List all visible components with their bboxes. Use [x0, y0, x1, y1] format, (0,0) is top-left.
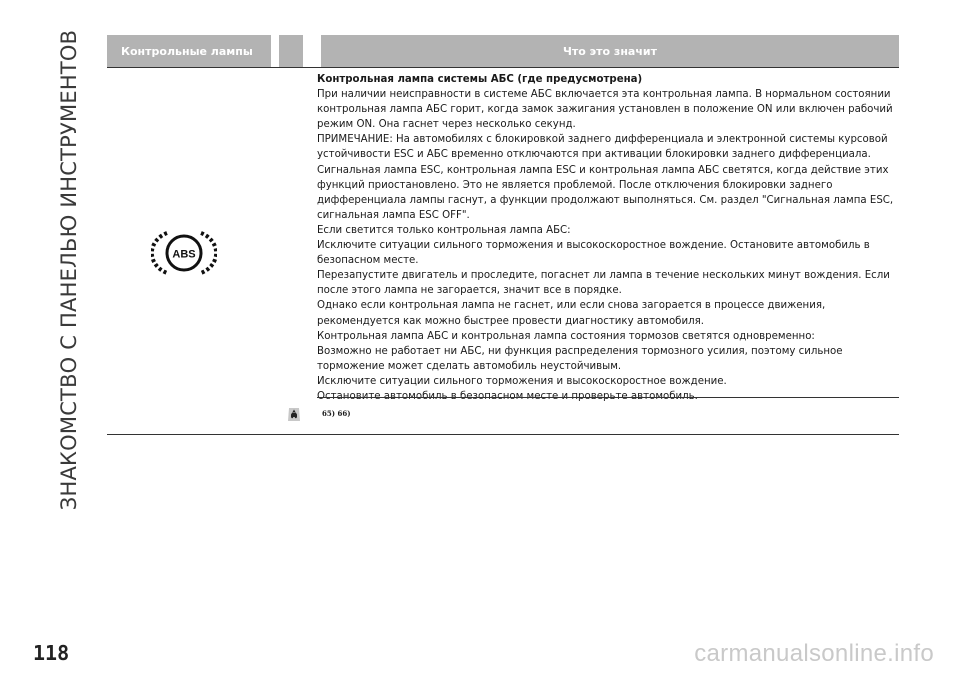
lamp-description	[317, 72, 899, 404]
header-lamps: Контрольные лампы	[107, 35, 271, 67]
paragraph: Если светится только контрольная лампа АБС:	[317, 224, 571, 236]
abs-warning-lamp-icon	[151, 228, 217, 278]
header-meaning: Что это значит	[321, 35, 899, 67]
paragraph: При наличии неисправности в системе АБС включается эта контрольная лампа. В нормальном состоянии контрольная лампа АБС горит, когда замок зажигания установлен в положение ON или включен рабочий режим ON. Она гаснет через несколько секунд.	[317, 89, 893, 131]
table-bottom-rule	[107, 434, 899, 435]
section-title	[44, 30, 94, 510]
paragraph: Возможно не работает ни АБС, ни функция распределения тормозного усилия, поэтому сильное торможение может сделать автомобиль неустойчивым.	[317, 345, 843, 372]
paragraph: Контрольная лампа АБС и контрольная лампа состояния тормозов светятся одновременно:	[317, 330, 815, 342]
warning-car-icon	[287, 404, 301, 424]
paragraph: Перезапустите двигатель и проследите, погаснет ли лампа в течение нескольких минут вождения. Если после этого лампа не загорается, значит все в порядке.	[317, 270, 890, 297]
section-title-text: ЗНАКОМСТВО С ПАНЕЛЬЮ ИНСТРУМЕНТОВ	[57, 29, 81, 511]
header-spacer	[279, 35, 303, 67]
paragraph: Исключите ситуации сильного торможения и высокоскоростное вождение.	[317, 375, 727, 387]
row-divider	[317, 397, 899, 398]
watermark: carmanualsonline.info	[694, 640, 934, 667]
page-number: 118	[33, 641, 70, 665]
paragraph: Однако если контрольная лампа не гаснет, или если снова загорается в процессе движения, рекомендуется как можно быстрее провести диагностику автомобиля.	[317, 300, 826, 327]
paragraph: ПРИМЕЧАНИЕ: На автомобилях с блокировкой заднего дифференциала и электронной системы курсовой устойчивости ESC и АБС временно отключаются при активации блокировки заднего дифференциала. Сигнальная лампа ESC, контрольная лампа ESC и контрольная лампа АБС светятся, когда действие этих функций приостановлено. Это не является проблемой. После отключения блокировки заднего дифференциала лампы гаснут, а функции продолжают выполняться. См. раздел "Сигнальная лампа ESC, сигнальная лампа ESC OFF".	[317, 134, 894, 221]
header-divider	[107, 67, 899, 68]
abs-icon-label: ABS	[172, 248, 196, 261]
paragraph: Исключите ситуации сильного торможения и высокоскоростное вождение. Остановите автомобиль в безопасном месте.	[317, 240, 870, 267]
table-header	[107, 35, 899, 67]
note-references: 65) 66)	[322, 409, 351, 418]
lamp-title: Контрольная лампа системы АБС (где предусмотрена)	[317, 74, 643, 85]
